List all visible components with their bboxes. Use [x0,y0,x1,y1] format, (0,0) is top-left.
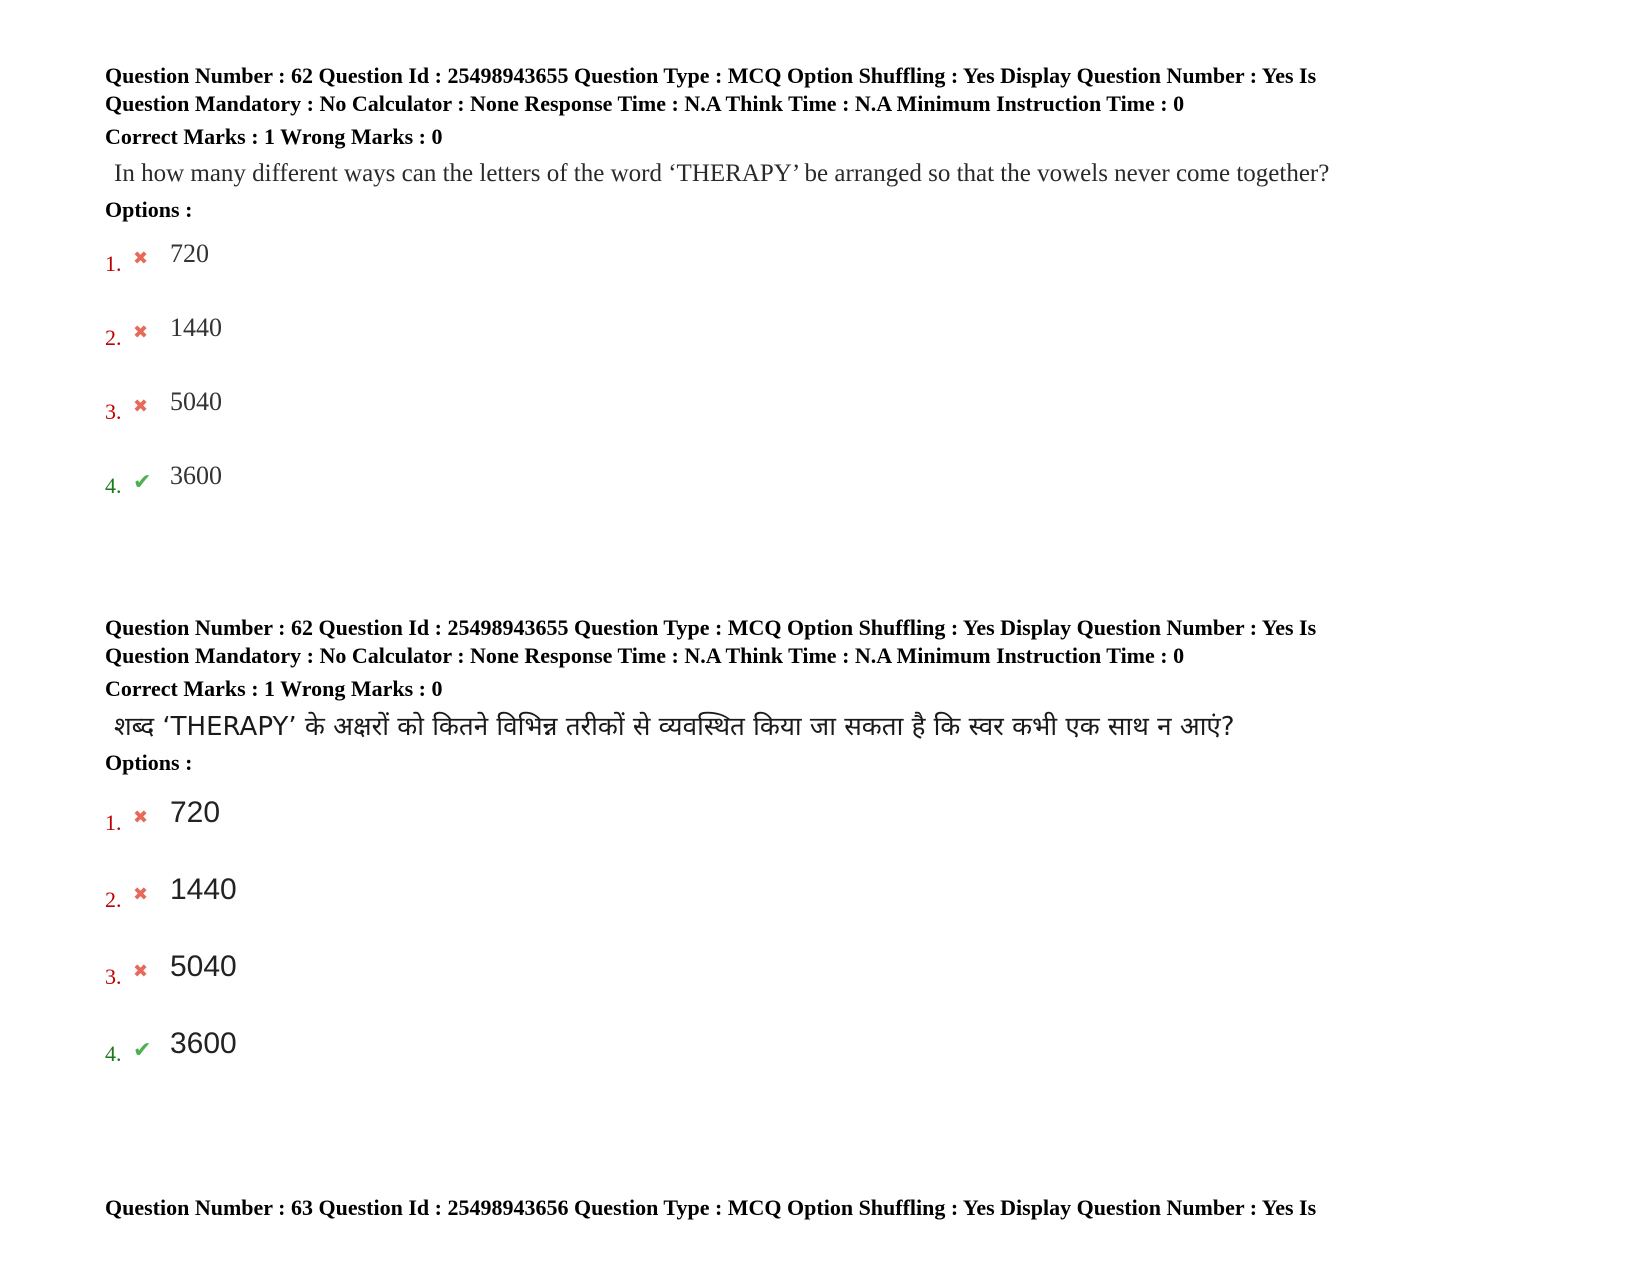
question-block-next [105,1194,1525,1222]
question-meta-line-1: Question Number : 63 Question Id : 25498943656 Question Type : MCQ Option Shuffling : Yes Display Question Number : Yes Is [105,1195,1317,1220]
question-meta-line-1: Question Number : 62 Question Id : 25498943655 Question Type : MCQ Option Shuffling : Yes Display Question Number : Yes Is [105,615,1317,640]
option-number: 3. [105,399,122,424]
cross-icon: ✖ [133,884,149,905]
option-number: 4. [105,473,122,498]
question-marks: Correct Marks : 1 Wrong Marks : 0 [105,124,443,149]
question-meta-line-2: Question Mandatory : No Calculator : None Response Time : N.A Think Time : N.A Minimum Instruction Time : 0 [105,91,1185,116]
option-1 [105,796,1525,876]
cross-icon: ✖ [133,322,149,343]
option-value: 5040 [170,950,237,983]
cross-icon: ✖ [133,961,149,982]
option-4 [105,1027,1525,1107]
options-list [105,796,1525,1107]
option-number: 2. [105,887,122,912]
option-2 [105,314,1525,388]
option-value: 1440 [170,313,222,342]
question-block-hindi [105,614,1525,1107]
option-3 [105,950,1525,1030]
check-icon: ✔ [133,470,152,495]
option-value: 3600 [170,1027,237,1060]
option-value: 720 [170,796,221,829]
option-number: 4. [105,1041,122,1066]
option-3 [105,388,1525,462]
question-marks: Correct Marks : 1 Wrong Marks : 0 [105,676,443,701]
question-block-english [105,62,1525,536]
option-number: 1. [105,810,122,835]
option-number: 2. [105,325,122,350]
option-2 [105,873,1525,953]
option-number: 1. [105,251,122,276]
option-1 [105,240,1525,314]
options-label: Options : [105,750,193,775]
question-text: शब्द ‘THERAPY’ के अक्षरों को कितने विभिन्न तरीकों से व्यवस्थित किया जा सकता है कि स्वर कभी एक साथ न आएं? [114,712,1235,742]
cross-icon: ✖ [133,248,149,269]
option-4 [105,462,1525,536]
option-number: 3. [105,964,122,989]
option-value: 5040 [170,387,222,416]
question-meta-line-2: Question Mandatory : No Calculator : None Response Time : N.A Think Time : N.A Minimum Instruction Time : 0 [105,643,1185,668]
question-text: In how many different ways can the letters of the word ‘THERAPY’ be arranged so that the vowels never come together? [114,160,1330,187]
option-value: 720 [170,239,209,268]
option-value: 1440 [170,873,237,906]
cross-icon: ✖ [133,396,149,417]
check-icon: ✔ [133,1038,152,1063]
options-label: Options : [105,197,193,222]
option-value: 3600 [170,461,222,490]
cross-icon: ✖ [133,807,149,828]
question-meta-line-1: Question Number : 62 Question Id : 25498943655 Question Type : MCQ Option Shuffling : Yes Display Question Number : Yes Is [105,63,1317,88]
options-list [105,240,1525,536]
